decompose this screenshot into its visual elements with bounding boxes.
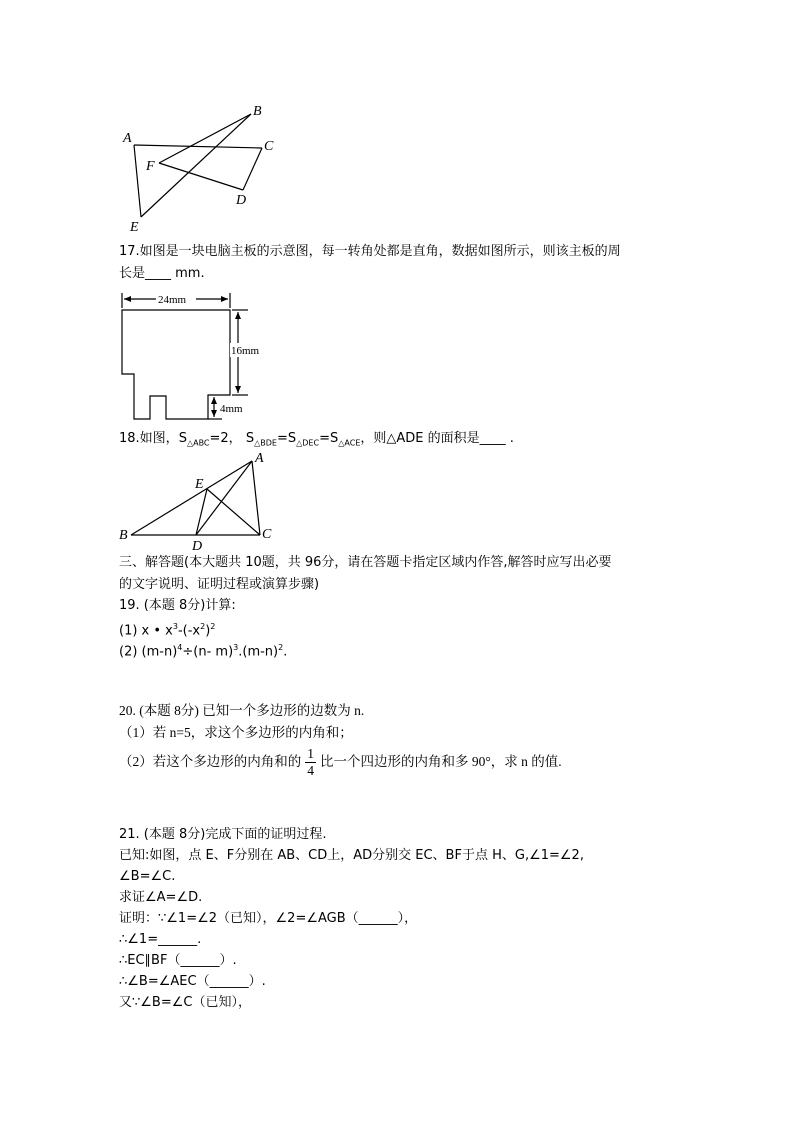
q19-p2c: .(m-n) bbox=[238, 644, 279, 660]
q19-p2sup3: 2 bbox=[278, 643, 284, 652]
label-F: F bbox=[146, 159, 155, 174]
q18-abc: ABC bbox=[193, 438, 210, 448]
q18-s4: S bbox=[329, 431, 339, 446]
section3-line1: 三、解答题(本大题共 10题，共 96分，请在答题卡指定区域内作答,解答时应写出必要 bbox=[119, 555, 612, 570]
q21-proof-4: ∴∠B=∠AEC（______）. bbox=[119, 974, 266, 989]
segment-BA bbox=[131, 461, 252, 535]
q18-prefix: 18.如图， bbox=[119, 431, 179, 446]
q19-p2a: (2) (m-n) bbox=[119, 644, 178, 660]
q18-s3: S bbox=[287, 431, 297, 446]
label-B: B bbox=[253, 104, 262, 119]
q21-given: 已知:如图，点 E、F分别在 AB、CD上，AD分别交 EC、BF于点 H、G,∠1=∠2, bbox=[119, 848, 584, 863]
q21-to-prove: 求证∠A=∠D. bbox=[119, 890, 203, 905]
fraction-denominator: 4 bbox=[307, 763, 314, 779]
q19-p2b: ÷(n- m) bbox=[182, 644, 234, 660]
label-E: E bbox=[130, 220, 139, 235]
q21-given-2: ∠B=∠C. bbox=[119, 869, 176, 884]
figure-q18-triangle bbox=[0, 0, 794, 560]
q19-part2 bbox=[119, 639, 287, 661]
label-A: A bbox=[255, 451, 264, 466]
section3-line2: 的文字说明、证明过程或演算步骤) bbox=[119, 577, 320, 592]
label-D: D bbox=[192, 539, 203, 554]
q19-p1sup1: 3 bbox=[172, 622, 178, 631]
q18-tri1: △ bbox=[186, 438, 194, 448]
q17-line2: 长是____ mm. bbox=[119, 266, 205, 281]
q18-dec: DEC bbox=[302, 438, 320, 448]
label-A: A bbox=[123, 131, 132, 146]
q18-tri2: △ bbox=[254, 438, 261, 448]
dim-top-label: 24mm bbox=[158, 294, 187, 306]
fraction-numerator: 1 bbox=[307, 746, 314, 762]
q19-p1a: (1) x • x bbox=[119, 623, 173, 639]
q18-tri3: △ bbox=[296, 438, 303, 448]
q20-p2a: （2）若这个多边形的内角和的 bbox=[119, 754, 302, 769]
segment-EC bbox=[207, 489, 260, 535]
q18-s1: S bbox=[178, 431, 187, 446]
label-B: B bbox=[119, 528, 128, 543]
q19-p2d: . bbox=[283, 644, 288, 660]
q20-part2 bbox=[119, 742, 562, 782]
q19-title: 19. (本题 8分)计算: bbox=[119, 598, 236, 613]
q19-p1c: ) bbox=[205, 623, 211, 639]
segment-AC bbox=[252, 461, 260, 535]
label-C: C bbox=[264, 139, 274, 154]
q19-p1sup3: 2 bbox=[210, 622, 216, 631]
q19-p1sup2: 2 bbox=[200, 622, 206, 631]
q18-eq-b: = bbox=[319, 431, 330, 446]
q20-title: 20. (本题 8分) 已知一个多边形的边数为 n. bbox=[119, 703, 365, 718]
q19-p1b: -(-x bbox=[177, 623, 201, 639]
q18-suffix: ，则△ADE 的面积是____ . bbox=[360, 431, 514, 446]
label-E: E bbox=[195, 477, 204, 492]
q20-part1: （1）若 n=5，求这个多边形的内角和； bbox=[119, 725, 353, 740]
label-D: D bbox=[236, 193, 247, 208]
q19-p2sup2: 3 bbox=[233, 643, 239, 652]
q21-proof-5: 又∵∠B=∠C（已知）， bbox=[119, 995, 251, 1010]
label-C: C bbox=[262, 527, 272, 542]
q21-proof-2: ∴∠1=______. bbox=[119, 932, 202, 947]
q18-bde: BDE bbox=[260, 438, 277, 448]
q19-part1 bbox=[119, 618, 215, 640]
q18-eq-a: = bbox=[276, 431, 288, 446]
q20-p2b: 比一个四边形的内角和多 90°，求 n 的值. bbox=[320, 754, 562, 769]
dim-bottom-label: 4mm bbox=[220, 403, 243, 415]
q18-s2: S bbox=[245, 431, 255, 446]
q21-proof-1: 证明：∵∠1=∠2（已知），∠2=∠AGB（______）， bbox=[119, 911, 418, 926]
q17-line1: 17.如图是一块电脑主板的示意图，每一转角处都是直角，数据如图所示，则该主板的周 bbox=[119, 244, 621, 259]
dim-right-label: 16mm bbox=[231, 345, 260, 357]
q21-proof-3: ∴EC∥BF（______）. bbox=[119, 953, 237, 968]
fraction-one-quarter bbox=[305, 746, 316, 779]
q18-eq2: =2， bbox=[209, 431, 246, 446]
q18-ace: ACE bbox=[344, 438, 361, 448]
q21-title: 21. (本题 8分)完成下面的证明过程. bbox=[119, 827, 327, 842]
q19-p2sup1: 4 bbox=[177, 643, 183, 652]
q18-tri4: △ bbox=[338, 438, 345, 448]
